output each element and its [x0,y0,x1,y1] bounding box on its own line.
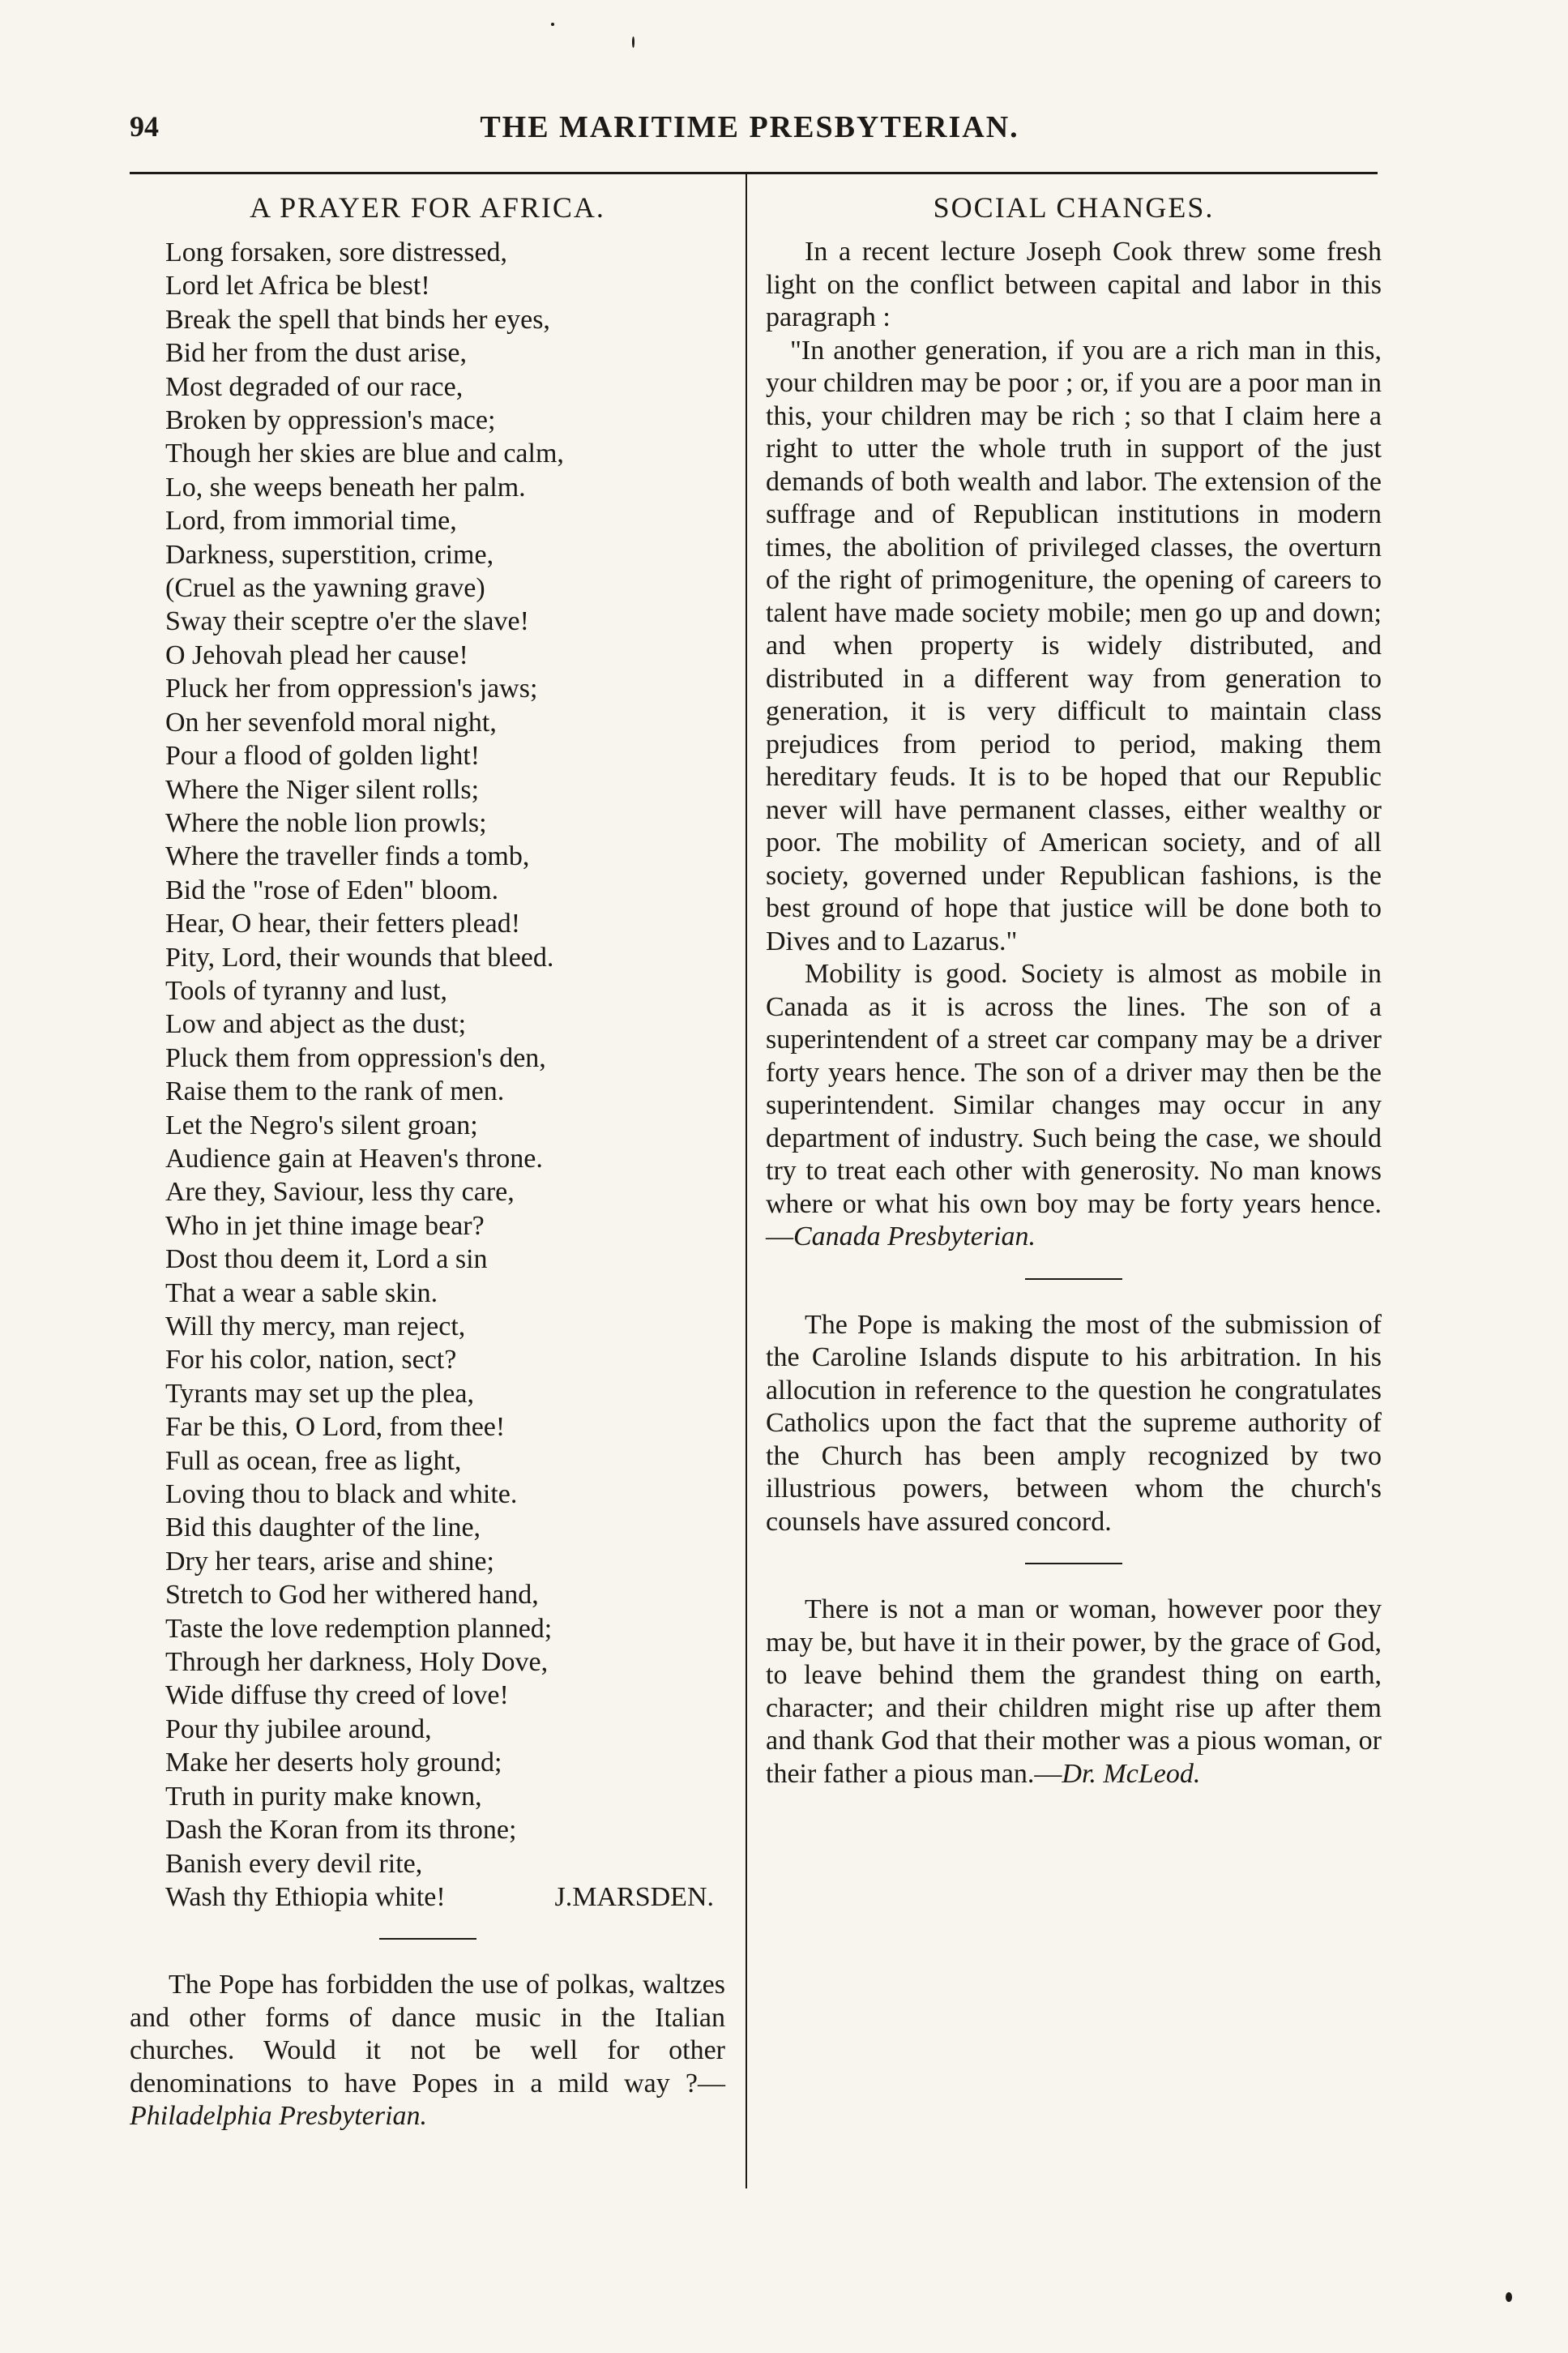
poem-line: That a wear a sable skin. [165,1277,438,1308]
poem-line: Break the spell that binds her eyes, [165,304,550,335]
pope-dance-paragraph [130,1969,725,2133]
poem-line: Loving thou to black and white. [165,1479,518,1510]
poem-line: Low and abject as the dust; [165,1009,467,1040]
poem-line: Make her deserts holy ground; [165,1748,502,1778]
poem-line: Wide diffuse thy creed of love! [165,1680,509,1711]
poem-line: Dash the Koran from its throne; [165,1815,517,1846]
section-divider [379,1938,476,1940]
poem-line: (Cruel as the yawning grave) [165,573,485,604]
poem-line: Though her skies are blue and calm, [165,439,564,469]
poem-line: Lord let Africa be blest! [165,271,430,302]
caroline-paragraph: The Pope is making the most of the submission of the Caroline Islands dispute to his arbitration. In his allocution in reference to the question he congratulates Catholics upon the fact that the supreme authority of the Church has been amply recognized by two illustrious powers, between whom the church's counsels have assured concord. [766,1309,1382,1537]
poem-line: Long forsaken, sore distressed, [165,237,508,267]
poem-line: Pity, Lord, their wounds that bleed. [165,942,554,973]
poem-line: Stretch to God her withered hand, [165,1580,539,1611]
poem-line: Through her darkness, Holy Dove, [165,1647,549,1678]
running-title: THE MARITIME PRESBYTERIAN. [480,110,1019,144]
poem-line: Pluck them from oppression's den, [165,1042,546,1073]
poem-line: Are they, Saviour, less thy care, [165,1177,515,1208]
poem-line: Lo, she weeps beneath her palm. [165,472,526,503]
left-column [130,190,725,2133]
poem-line: Far be this, O Lord, from thee! [165,1412,506,1443]
poem-line: Bid this daughter of the line, [165,1512,481,1543]
poem-line: Pour thy jubilee around, [165,1713,432,1744]
article-intro: In a recent lecture Joseph Cook threw some fresh light on the conflict between capital and labor in this paragraph : [766,237,1382,332]
poem-line: Who in jet thine image bear? [165,1210,485,1241]
scan-speck [1506,2292,1512,2302]
poem-title: A PRAYER FOR AFRICA. [250,191,605,224]
poem-signature: J.MARSDEN. [554,1882,714,1913]
character-text: There is not a man or woman, however poor they may be, but have it in their power, by the grace of God, to leave behind them the grandest thing on earth, character; and their children might rise up after them and thank God that their mother was a pious woman, or their father a pious man.— [766,1594,1382,1789]
article-comment: Mobility is good. Society is almost as mobile in Canada as it is across the lines. The son of a superintendent of a street car company may be a driver forty years hence. The son of a driver may then be the superintendent. Similar changes may occur in any department of industry. Such being the case, we should try to treat each other with generosity. No man knows where or what his own boy may be forty years hence.— [766,959,1382,1251]
poem-body [165,236,725,1914]
right-column [766,190,1382,1790]
poem-line: Darkness, superstition, crime, [165,539,494,570]
poem-line: Bid the "rose of Eden" bloom. [165,875,499,905]
poem-line: Wash thy Ethiopia white! [165,1881,446,1912]
poem-line: Will thy mercy, man reject, [165,1311,466,1341]
page-header [130,109,1369,158]
scan-speck [551,23,554,26]
poem-line: Broken by oppression's mace; [165,405,496,436]
poem-line: On her sevenfold moral night, [165,707,497,738]
poem-line: Lord, from immorial time, [165,506,457,537]
poem-line: Banish every devil rite, [165,1848,423,1879]
poem-line: Bid her from the dust arise, [165,338,468,369]
poem-line: Raise them to the rank of men. [165,1076,505,1107]
poem-line: Hear, O hear, their fetters plead! [165,909,521,939]
poem-line: Full as ocean, free as light, [165,1445,462,1476]
character-source: Dr. McLeod. [1062,1758,1201,1789]
poem-line: Pour a flood of golden light! [165,741,481,772]
poem-line: Dost thou deem it, Lord a sin [165,1244,488,1275]
header-rule [130,172,1378,174]
poem-line: O Jehovah plead her cause! [165,640,468,670]
article-quote: "In another generation, if you are a rich man in this, your children may be poor ; or, if you are a poor man in this, your children may be rich ; so that I claim here a right to utter the whole truth in support of the just demands of both wealth and labor. The extension of the suffrage and of Republican institutions in modern times, the abolition of privileged classes, the overturn of the right of primogeniture, the opening of careers to talent have made society mobile; men go up and down; and when property is widely distributed, and distributed in a different way from generation to generation, it is very difficult to maintain class prejudices from period to period, making them hereditary feuds. It is to be hoped that our Republic never will have permanent classes, either wealthy or poor. The mobility of American society, and of all society, governed under Republican fashions, is the best ground of hope that justice will be done both to Dives and to Lazarus." [766,335,1382,956]
pope-dance-text: The Pope has forbidden the use of polkas, waltzes and other forms of dance music in the Italian churches. Would it not be well for other denominations to have Popes in a mild way ?— [130,1970,725,2098]
poem-line: Sway their sceptre o'er the slave! [165,606,529,637]
section-divider [1025,1563,1122,1564]
article-title: SOCIAL CHANGES. [933,191,1215,224]
column-divider [746,174,747,2188]
poem-line: Tyrants may set up the plea, [165,1378,474,1409]
character-paragraph [766,1594,1382,1790]
poem-line: Truth in purity make known, [165,1781,482,1812]
poem-line: Taste the love redemption planned; [165,1613,553,1644]
poem-line: Where the noble lion prowls; [165,807,487,838]
poem-line: Most degraded of our race, [165,371,464,402]
scan-speck [632,36,634,48]
article-source: Canada Presbyterian. [793,1221,1036,1251]
poem-line: Where the traveller finds a tomb, [165,841,530,872]
poem-line: Dry her tears, arise and shine; [165,1546,494,1577]
section-divider [1025,1278,1122,1280]
poem-line: Where the Niger silent rolls; [165,774,480,805]
poem-line: Let the Negro's silent groan; [165,1110,478,1140]
poem-line: For his color, nation, sect? [165,1345,457,1375]
pope-dance-source: Philadelphia Presbyterian. [130,2101,428,2132]
poem-line: Pluck her from oppression's jaws; [165,674,538,704]
page-number: 94 [130,110,159,143]
poem-line: Tools of tyranny and lust, [165,975,447,1006]
article-comment-paragraph [766,958,1382,1254]
poem-line: Audience gain at Heaven's throne. [165,1143,543,1174]
